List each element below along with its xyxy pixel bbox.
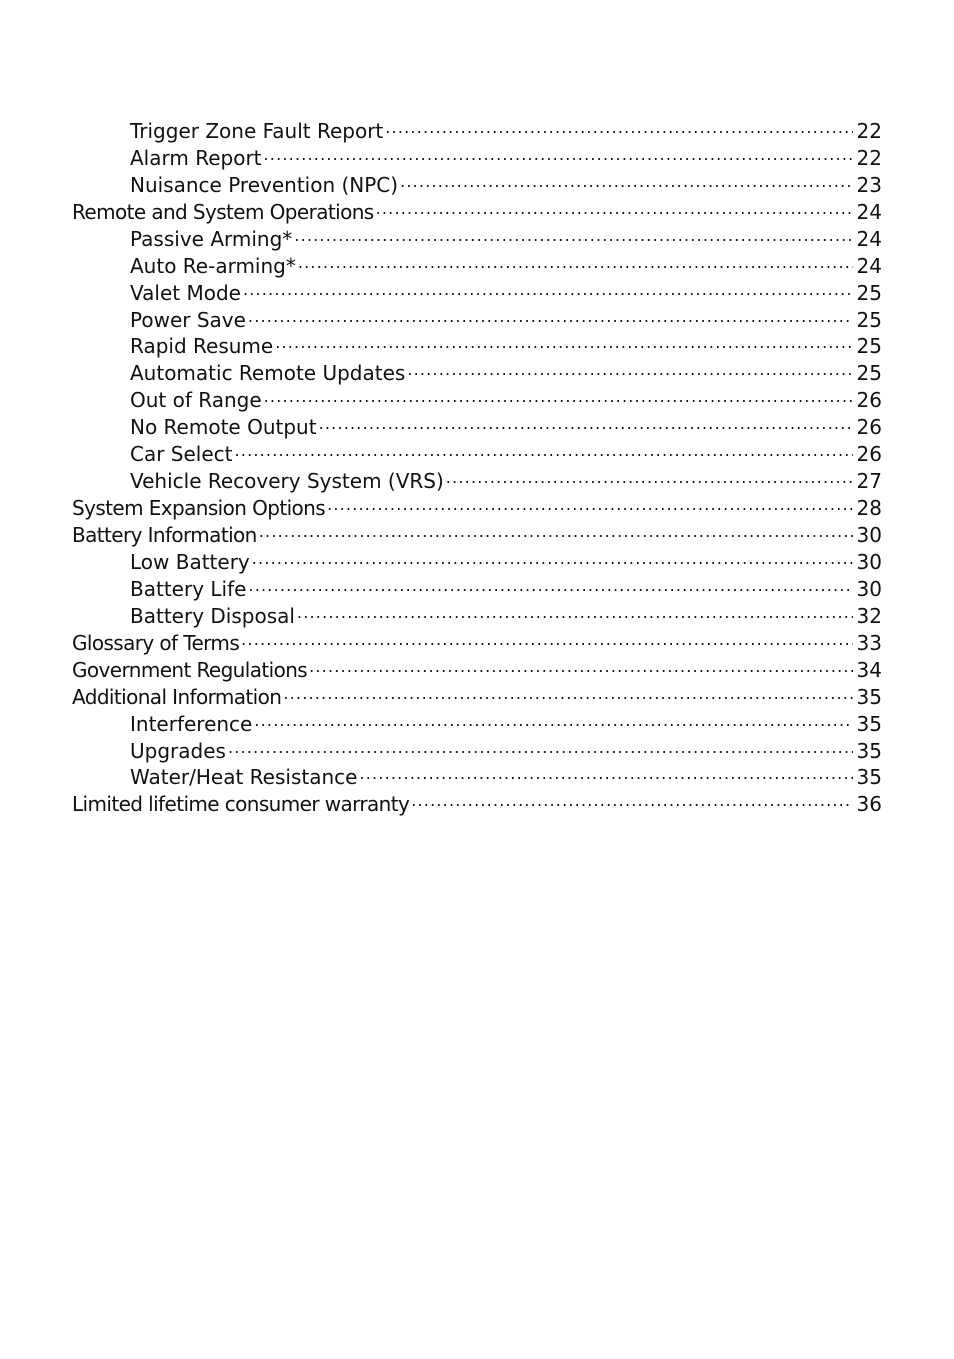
toc-dot-leader: [309, 650, 853, 677]
toc-dot-leader: [327, 488, 853, 515]
toc-entry-title: Limited lifetime consumer warranty: [72, 792, 410, 817]
toc-entry-title: Vehicle Recovery System (VRS): [130, 469, 444, 494]
toc-entry-page-number: 24: [856, 226, 882, 251]
toc-dot-leader: [359, 758, 853, 785]
toc-entry-page-number: 23: [856, 172, 882, 197]
toc-entry-title: Upgrades: [130, 738, 226, 763]
toc-dot-leader: [254, 704, 853, 731]
toc-entry-title: Power Save: [130, 307, 246, 332]
toc-dot-leader: [407, 353, 853, 380]
toc-dot-leader: [264, 138, 853, 165]
toc-entry-page-number: 25: [856, 280, 882, 305]
toc-entry-title: Out of Range: [130, 388, 262, 413]
toc-entry-page-number: 33: [856, 630, 882, 655]
toc-dot-leader: [376, 192, 853, 219]
toc-entry-page-number: 25: [856, 307, 882, 332]
toc-entry-title: No Remote Output: [130, 415, 317, 440]
toc-dot-leader: [252, 542, 853, 569]
toc-dot-leader: [243, 273, 853, 300]
toc-entry-title: Battery Disposal: [130, 603, 295, 628]
toc-dot-leader: [298, 246, 853, 273]
toc-entry-title: Passive Arming*: [130, 226, 293, 251]
toc-entry-page-number: 30: [856, 576, 882, 601]
toc-entry-page-number: 26: [856, 442, 882, 467]
toc-dot-leader: [446, 461, 853, 488]
toc-dot-leader: [228, 731, 853, 758]
toc-dot-leader: [400, 165, 853, 192]
toc-entry-title: Valet Mode: [130, 280, 241, 305]
toc-dot-leader: [319, 407, 853, 434]
toc-entry-page-number: 35: [856, 684, 882, 709]
toc-entry-page-number: 25: [856, 334, 882, 359]
toc-entry-title: Rapid Resume: [130, 334, 274, 359]
toc-entry-title: System Expansion Options: [72, 496, 326, 521]
toc-dot-leader: [275, 327, 853, 354]
toc-entry-page-number: 32: [856, 603, 882, 628]
toc-dot-leader: [264, 380, 853, 407]
toc-entry-page-number: 22: [856, 118, 882, 143]
toc-entry-page-number: 25: [856, 361, 882, 386]
toc-dot-leader: [411, 784, 853, 811]
toc-entry-title: Car Select: [130, 442, 233, 467]
toc-entry-page-number: 24: [856, 253, 882, 278]
toc-entry-page-number: 34: [856, 657, 882, 682]
toc-entry-title: Battery Information: [72, 523, 257, 547]
toc-entry-title: Additional Information: [72, 684, 282, 709]
toc-dot-leader: [283, 677, 853, 704]
toc-entry-title: Auto Re-arming*: [130, 253, 296, 278]
toc-entry-title: Automatic Remote Updates: [130, 361, 406, 386]
toc-entry-title: Low Battery: [130, 549, 250, 574]
toc-entry-page-number: 36: [856, 792, 882, 817]
toc-entry-page-number: 35: [856, 738, 882, 763]
toc-dot-leader: [235, 434, 854, 461]
toc-entry-page-number: 27: [856, 469, 882, 494]
toc-entry-page-number: 35: [856, 711, 882, 736]
toc-dot-leader: [297, 596, 853, 623]
table-of-contents: [72, 111, 882, 817]
toc-entry-page-number: 26: [856, 388, 882, 413]
toc-entry-page-number: 24: [856, 199, 882, 224]
toc-dot-leader: [385, 111, 853, 138]
toc-dot-leader: [241, 623, 853, 650]
toc-entry-page-number: 30: [856, 523, 882, 547]
toc-entry-title: Battery Life: [130, 576, 247, 601]
toc-entry-page-number: 35: [856, 765, 882, 790]
toc-entry-page-number: 28: [856, 496, 882, 521]
toc-entry-page-number: 30: [856, 549, 882, 574]
toc-dot-leader: [248, 569, 853, 596]
toc-dot-leader: [248, 300, 853, 327]
toc-entry-title: Government Regulations: [72, 657, 308, 682]
toc-entry-title: Water/Heat Resistance: [130, 765, 358, 790]
toc-entry-title: Interference: [130, 711, 253, 736]
toc-entry-title: Nuisance Prevention (NPC): [130, 172, 399, 197]
toc-entry-page-number: 22: [856, 145, 882, 170]
toc-dot-leader: [294, 219, 853, 246]
toc-entry-title: Trigger Zone Fault Report: [130, 118, 384, 143]
toc-entry-title: Remote and System Operations: [72, 199, 374, 224]
toc-subsection-entry[interactable]: [72, 111, 882, 143]
toc-dot-leader: [259, 515, 853, 542]
toc-entry-title: Glossary of Terms: [72, 630, 240, 655]
toc-entry-title: Alarm Report: [130, 145, 262, 170]
toc-entry-page-number: 26: [856, 415, 882, 440]
